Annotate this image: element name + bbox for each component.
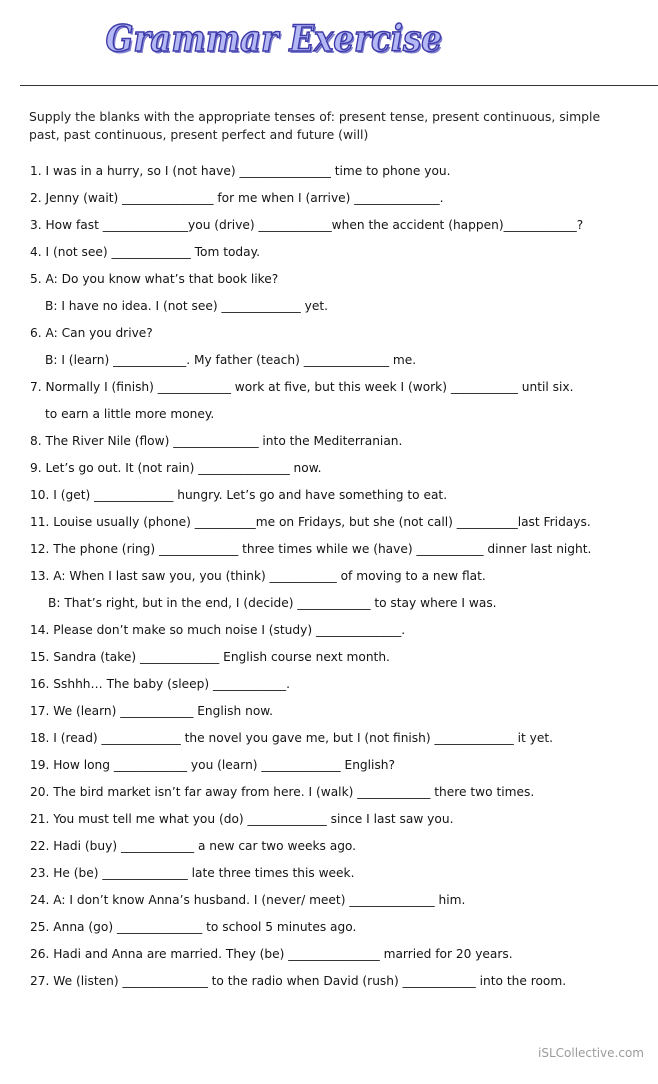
exercise-line: 14. Please don’t make so much noise I (study) ______________. (30, 623, 406, 637)
exercise-line: 18. I (read) _____________ the novel you gave me, but I (not finish) _____________ it yet. (30, 731, 554, 745)
exercise-line: 22. Hadi (buy) ____________ a new car two weeks ago. (30, 839, 357, 853)
exercise-line: 5. A: Do you know what’s that book like? (30, 272, 279, 286)
exercise-line: 2. Jenny (wait) _______________ for me when I (arrive) ______________. (30, 191, 444, 205)
exercise-line: B: I have no idea. I (not see) _____________ yet. (45, 299, 328, 313)
exercise-line: B: That’s right, but in the end, I (decide) ____________ to stay where I was. (48, 596, 497, 610)
exercise-line: 4. I (not see) _____________ Tom today. (30, 245, 260, 259)
exercise-line: 10. I (get) _____________ hungry. Let’s go and have something to eat. (30, 488, 448, 502)
exercise-line: 21. You must tell me what you (do) _____________ since I last saw you. (30, 812, 454, 826)
exercise-line: 1. I was in a hurry, so I (not have) _______________ time to phone you. (30, 164, 451, 178)
exercise-line: 13. A: When I last saw you, you (think) ___________ of moving to a new flat. (30, 569, 486, 583)
exercise-line: 17. We (learn) ____________ English now. (30, 704, 274, 718)
exercise-line: 16. Sshhh… The baby (sleep) ____________. (30, 677, 290, 691)
exercise-line: 8. The River Nile (flow) ______________ into the Mediterranian. (30, 434, 403, 448)
exercise-line: 23. He (be) ______________ late three times this week. (30, 866, 355, 880)
exercise-line: B: I (learn) ____________. My father (teach) ______________ me. (45, 353, 417, 367)
exercise-line: 3. How fast ______________you (drive) ____________when the accident (happen)____________? (30, 218, 584, 232)
exercise-line: 9. Let’s go out. It (not rain) _______________ now. (30, 461, 322, 475)
exercise-line: 27. We (listen) ______________ to the radio when David (rush) ____________ into the room. (30, 974, 567, 988)
instructions-text: Supply the blanks with the appropriate tenses of: present tense, present continuous, simple past, past continuous, present perfect and future (will) (29, 109, 601, 142)
page-title: Grammar Exercise (105, 18, 443, 60)
exercise-line: 24. A: I don’t know Anna’s husband. I (never/ meet) ______________ him. (30, 893, 466, 907)
exercise-line: 19. How long ____________ you (learn) _____________ English? (30, 758, 395, 772)
title-divider (20, 85, 658, 86)
exercise-line: 11. Louise usually (phone) __________me on Fridays, but she (not call) __________last Fridays. (30, 515, 591, 529)
exercise-line: 15. Sandra (take) _____________ English course next month. (30, 650, 390, 664)
title-container (0, 18, 658, 60)
site-watermark: iSLCollective.com (538, 1046, 644, 1060)
exercise-line: 26. Hadi and Anna are married. They (be) _______________ married for 20 years. (30, 947, 513, 961)
exercise-line: 7. Normally I (finish) ____________ work at five, but this week I (work) ___________ until six. (30, 380, 574, 394)
exercise-line: 25. Anna (go) ______________ to school 5 minutes ago. (30, 920, 357, 934)
exercise-line: to earn a little more money. (45, 407, 215, 421)
exercise-line: 12. The phone (ring) _____________ three times while we (have) ___________ dinner last night. (30, 542, 592, 556)
exercise-line: 6. A: Can you drive? (30, 326, 153, 340)
exercise-line: 20. The bird market isn’t far away from here. I (walk) ____________ there two times. (30, 785, 535, 799)
